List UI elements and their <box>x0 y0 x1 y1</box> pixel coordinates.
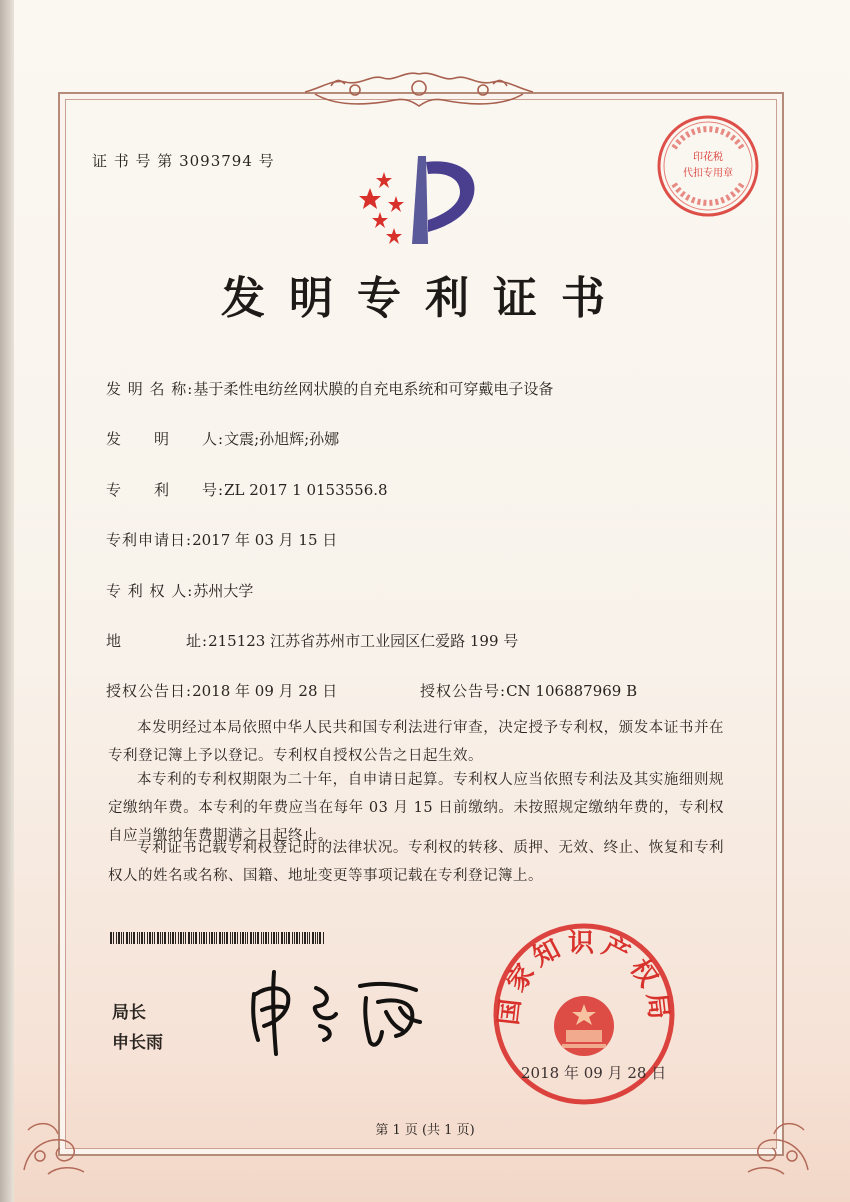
patent-office-logo-icon <box>356 148 480 248</box>
grant-date-value: 2018 年 09 月 28 日 <box>192 682 338 700</box>
inventors-label: 发 明 人: <box>106 430 225 448</box>
svg-text:印花税: 印花税 <box>693 152 723 163</box>
director-title: 局长 <box>112 1003 146 1023</box>
patent-number-row <box>106 479 388 500</box>
address-label: 地 址: <box>106 632 209 650</box>
grant-date-label: 授权公告日: <box>106 682 193 700</box>
invention-name-label: 发 明 名 称: <box>106 380 194 398</box>
grant-number-row <box>420 680 637 701</box>
certificate-title: 发明专利证书 <box>221 273 629 324</box>
certificate-number: 证 书 号 第 3093794 号 <box>92 152 275 170</box>
patent-number-value: ZL 2017 1 0153556.8 <box>224 481 388 499</box>
grant-date-row <box>106 680 337 701</box>
patent-number-label: 专 利 号: <box>106 481 225 499</box>
svg-text:代扣专用章: 代扣专用章 <box>683 168 733 179</box>
seal-date: 2018 年 09 月 28 日 <box>521 1064 667 1082</box>
patentee-row <box>106 580 253 601</box>
grant-number-value: CN 106887969 B <box>506 682 638 700</box>
page-number: 第 1 页 (共 1 页) <box>375 1123 475 1138</box>
inventors-row <box>106 428 339 449</box>
barcode-icon <box>110 932 326 944</box>
paragraph-review: 本发明经过本局依照中华人民共和国专利法进行审查，决定授予专利权，颁发本证书并在专利登记簿上予以登记。专利权自授权公告之日起生效。 <box>108 720 724 764</box>
address-row <box>106 630 518 651</box>
paragraph-legal-status: 专利证书记载专利权登记时的法律状况。专利权的转移、质押、无效、终止、恢复和专利权人的姓名或名称、国籍、地址变更等事项记载在专利登记簿上。 <box>108 840 724 884</box>
grant-number-label: 授权公告号: <box>420 682 507 700</box>
director-signature-icon <box>240 968 440 1058</box>
filing-date-value: 2017 年 03 月 15 日 <box>192 531 338 549</box>
filing-date-row <box>106 529 337 550</box>
top-ornament-icon <box>295 66 543 112</box>
invention-name-value: 基于柔性电纺丝网状膜的自充电系统和可穿戴电子设备 <box>193 380 554 398</box>
director-name: 申长雨 <box>112 1033 163 1053</box>
filing-date-label: 专利申请日: <box>106 531 193 549</box>
address-value: 215123 江苏省苏州市工业园区仁爱路 199 号 <box>208 632 519 650</box>
patentee-value: 苏州大学 <box>193 582 254 600</box>
tax-stamp-seal-icon <box>656 114 760 218</box>
page-edge-shadow <box>0 0 14 1202</box>
paragraph-term: 本专利的专利权期限为二十年，自申请日起算。专利权人应当依照专利法及其实施细则规定缴纳年费。本专利的年费应当在每年 03 月 15 日前缴纳。未按照规定缴纳年费的，专利权自应当缴纳年费期满之日起终止。 <box>108 772 724 844</box>
invention-name-row <box>106 378 553 399</box>
svg-text:国家知识产权局: 国家知识产权局 <box>493 928 675 1027</box>
patentee-label: 专 利 权 人: <box>106 582 194 600</box>
inventors-value: 文震;孙旭辉;孙娜 <box>224 430 340 448</box>
